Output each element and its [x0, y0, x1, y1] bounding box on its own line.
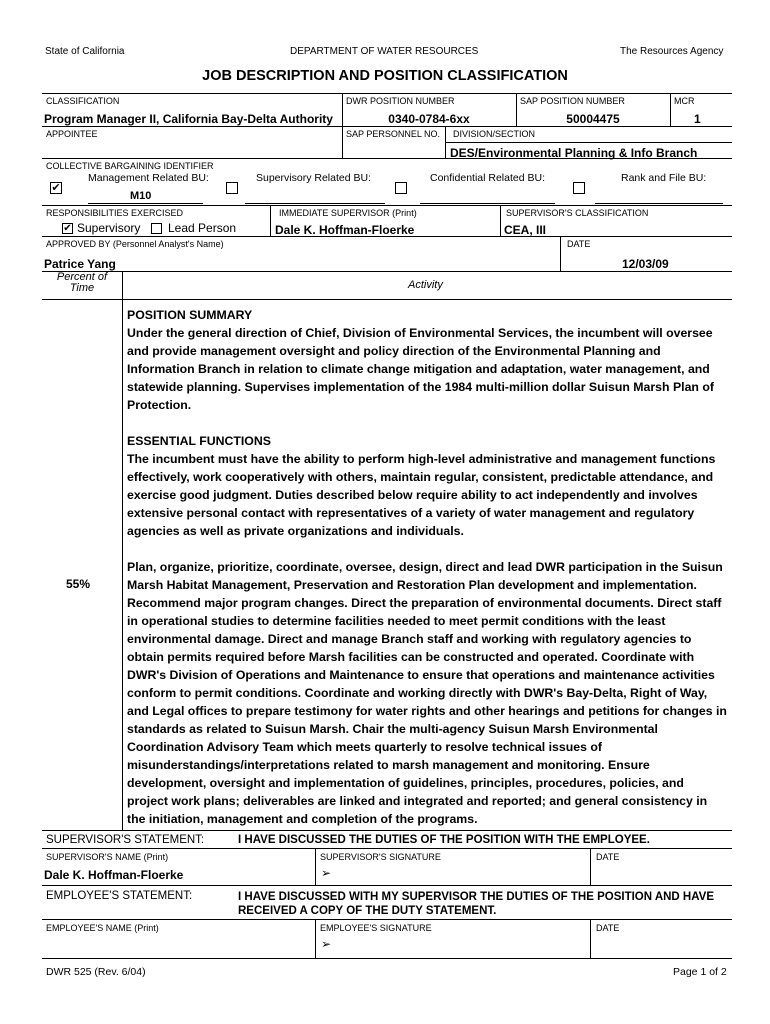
- division-value: DES/Environmental Planning & Info Branch: [450, 146, 698, 160]
- mcr-value: 1: [694, 112, 701, 126]
- percent-of-time-header: Percent of Time: [56, 271, 108, 294]
- dwr-position-label: DWR POSITION NUMBER: [346, 96, 455, 106]
- confidential-bu-checkbox[interactable]: [395, 182, 407, 194]
- employee-statement-text: I HAVE DISCUSSED WITH MY SUPERVISOR THE DUTIES OF THE POSITION AND HAVE RECEIVED A COPY OF THE DUTY STATEMENT.: [238, 891, 715, 917]
- mcr-label: MCR: [674, 96, 695, 106]
- approved-by-value: Patrice Yang: [44, 257, 116, 271]
- approved-date-value: 12/03/09: [622, 257, 669, 271]
- supervisor-statement-label: SUPERVISOR'S STATEMENT:: [46, 834, 205, 846]
- essential-functions-heading: ESSENTIAL FUNCTIONS: [127, 434, 271, 448]
- rank-file-bu-label: Rank and File BU:: [621, 172, 707, 184]
- supervisor-signature-label: SUPERVISOR'S SIGNATURE: [320, 852, 441, 862]
- page-number: Page 1 of 2: [673, 966, 727, 978]
- management-bu-label: Management Related BU:: [88, 172, 209, 184]
- employee-signature-label: EMPLOYEE'S SIGNATURE: [320, 923, 432, 933]
- bargaining-label: COLLECTIVE BARGAINING IDENTIFIER: [46, 161, 214, 171]
- confidential-bu-label: Confidential Related BU:: [430, 172, 545, 184]
- supervisory-bu-label: Supervisory Related BU:: [256, 172, 371, 184]
- supervisory-bu-checkbox[interactable]: [226, 182, 238, 194]
- management-checkbox[interactable]: ✔: [51, 182, 61, 194]
- supervisor-name-label: SUPERVISOR'S NAME (Print): [46, 852, 169, 862]
- classification-label: CLASSIFICATION: [46, 96, 120, 106]
- immediate-supervisor-value: Dale K. Hoffman-Floerke: [275, 223, 415, 237]
- supervisory-checkbox[interactable]: ✔: [63, 223, 72, 234]
- essential-functions-text: The incumbent must have the ability to perform high-level administrative and management functions effectively, work cooperatively with others, maintain regular, consistent, predictable attendance, and exercise good judgment. Duties described below require ability to act independently and involves extensive personal contact with representatives of a variety of water management and regulatory agencies as well as private organizations and individuals.: [127, 452, 716, 538]
- appointee-label: APPOINTEE: [46, 129, 98, 139]
- management-bu-value: M10: [130, 190, 152, 202]
- approved-by-label: APPROVED BY (Personnel Analyst's Name): [46, 239, 224, 249]
- form-id: DWR 525 (Rev. 6/04): [46, 966, 146, 978]
- percent-value: 55%: [66, 577, 91, 591]
- agency-label: The Resources Agency: [620, 46, 724, 57]
- supervisor-classification-value: CEA, III: [504, 223, 547, 237]
- sap-position-label: SAP POSITION NUMBER: [520, 96, 625, 106]
- state-label: State of California: [45, 46, 125, 57]
- classification-value: Program Manager II, California Bay-Delta Authority: [44, 112, 333, 126]
- department-label: DEPARTMENT OF WATER RESOURCES: [290, 46, 479, 57]
- dwr-position-value: 0340-0784-6xx: [388, 112, 470, 126]
- supervisor-signature-arrow-icon[interactable]: ➢: [321, 866, 332, 880]
- sap-position-value: 50004475: [566, 112, 620, 126]
- supervisor-name-value: Dale K. Hoffman-Floerke: [44, 868, 184, 882]
- employee-signature-arrow-icon[interactable]: ➢: [321, 937, 332, 951]
- lead-person-label: Lead Person: [168, 221, 237, 235]
- supervisor-date-label: DATE: [596, 852, 620, 862]
- rank-file-bu-checkbox[interactable]: [573, 182, 585, 194]
- supervisor-statement-text: I HAVE DISCUSSED THE DUTIES OF THE POSITION WITH THE EMPLOYEE.: [238, 834, 650, 846]
- supervisor-classification-label: SUPERVISOR'S CLASSIFICATION: [506, 208, 649, 218]
- responsibilities-label: RESPONSIBILITIES EXERCISED: [46, 208, 184, 218]
- employee-name-label: EMPLOYEE'S NAME (Print): [46, 923, 159, 933]
- position-summary-heading: POSITION SUMMARY: [127, 308, 253, 322]
- position-summary-text: Under the general direction of Chief, Division of Environmental Services, the incumbent will oversee and provide management oversight and policy direction of the Environmental Planning and Information Branch in relation to climate change mitigation and adaptation, water management, and statewide planning. Supervises implementation of the 1984 multi-million dollar Suisun Marsh Plan of Protection.: [127, 326, 714, 412]
- supervisory-label: Supervisory: [77, 221, 141, 235]
- page-title: JOB DESCRIPTION AND POSITION CLASSIFICATION: [202, 68, 568, 84]
- activity-header: Activity: [408, 279, 443, 291]
- lead-person-checkbox[interactable]: [151, 223, 162, 234]
- approved-date-label: DATE: [567, 239, 591, 249]
- sap-personnel-label: SAP PERSONNEL NO.: [346, 129, 441, 139]
- activity-body: [127, 306, 727, 828]
- immediate-supervisor-label: IMMEDIATE SUPERVISOR (Print): [279, 208, 417, 218]
- duties-text: Plan, organize, prioritize, coordinate, oversee, design, direct and lead DWR participation in the Suisun Marsh Habitat Management, Preservation and Restoration Plan development and implementation. Recommend major program changes. Direct the preparation of environmental documents. Direct staff in operational studies to determine facilities needed to meet permit conditions with the least environmental damage. Direct and manage Branch staff and working with regulatory agencies to obtain permits required before Marsh facilities can be constructed and operated. Coordinate with DWR's Division of Operations and Maintenance to ensure that operations and maintenance activities conform to permit conditions. Coordinate and working directly with DWR's Bay-Delta, Right of Way, and Legal offices to prepare testimony for water rights and other hearings and petitions for changes in standards as related to Suisun Marsh. Chair the multi-agency Suisun Marsh Environmental Coordination Advisory Team which meets quarterly to resolve technical issues of misunderstandings/interpretations related to marsh management and monitoring. Ensure development, oversight and implementation of guidelines, principles, procedures, policies, and project work plans; deliverables are linked and integrated and reported; and general consistency in the initiation, management and completion of the programs.: [127, 560, 727, 826]
- employee-date-label: DATE: [596, 923, 620, 933]
- division-label: DIVISION/SECTION: [453, 129, 536, 139]
- employee-statement-label: EMPLOYEE'S STATEMENT:: [46, 890, 193, 902]
